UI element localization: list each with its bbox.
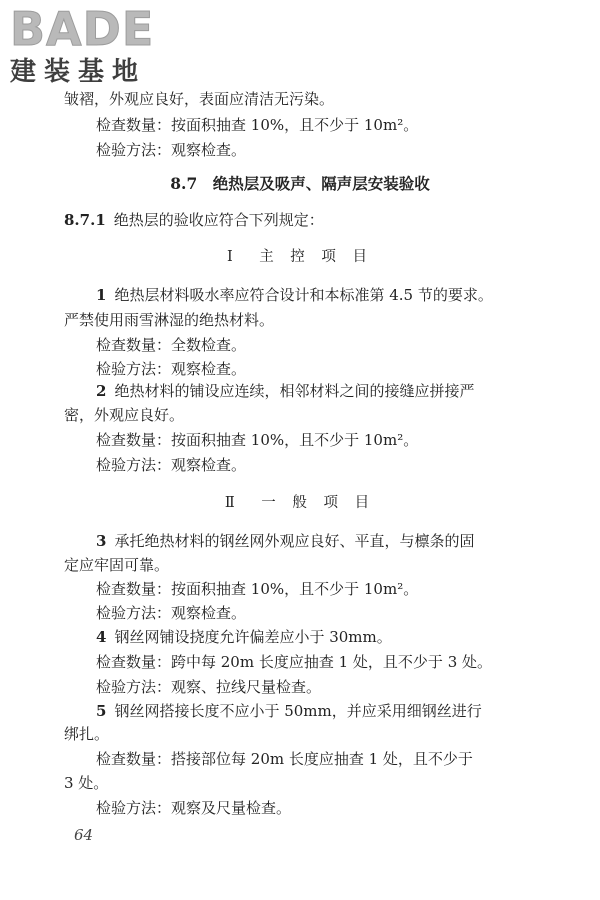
item-number: 5 bbox=[96, 702, 107, 720]
item-line bbox=[96, 285, 556, 305]
item-text: 承托绝热材料的钢丝网外观应良好、平直，与檩条的固 bbox=[114, 532, 475, 550]
text-line: 检查数量：跨中每 20m 长度应抽查 1 处，且不少于 3 处。 bbox=[96, 653, 493, 671]
text-line: 3 处。 bbox=[64, 774, 109, 792]
logo-subtitle: 建装基地 bbox=[10, 57, 147, 87]
logo-brand: BADE bbox=[10, 2, 155, 56]
clause-line bbox=[64, 210, 524, 230]
text-line: 严禁使用雨雪淋湿的绝热材料。 bbox=[64, 311, 275, 329]
logo bbox=[10, 4, 182, 88]
item-line bbox=[96, 701, 556, 721]
text-line: 皱褶，外观应良好，表面应清洁无污染。 bbox=[64, 90, 335, 108]
item-number: 1 bbox=[96, 286, 107, 304]
clause-number: 8.7.1 bbox=[64, 211, 106, 229]
section-heading: 8.7 绝热层及吸声、隔声层安装验收 bbox=[170, 174, 430, 193]
text-line: 检验方法：观察及尺量检查。 bbox=[96, 799, 292, 817]
text-line: 检查数量：搭接部位每 20m 长度应抽查 1 处，且不少于 bbox=[96, 750, 473, 768]
text-line: 检验方法：观察、拉线尺量检查。 bbox=[96, 678, 322, 696]
text-line: 定应牢固可靠。 bbox=[64, 556, 170, 574]
item-text: 钢丝网搭接长度不应小于 50mm，并应采用细钢丝进行 bbox=[114, 702, 482, 720]
item-number: 3 bbox=[96, 532, 107, 550]
text-line: 检验方法：观察检查。 bbox=[96, 604, 247, 622]
text-line: 密，外观应良好。 bbox=[64, 406, 185, 424]
item-line bbox=[96, 381, 556, 401]
item-text: 绝热材料的铺设应连续，相邻材料之间的接缝应拼接严 bbox=[114, 382, 475, 400]
item-text: 钢丝网铺设挠度允许偏差应小于 30mm。 bbox=[114, 628, 392, 646]
text-line: 检查数量：按面积抽查 10%，且不少于 10m²。 bbox=[96, 116, 419, 134]
item-line bbox=[96, 531, 556, 551]
subsection-heading: Ⅱ 一 般 项 目 bbox=[224, 495, 376, 511]
text-line: 绑扎。 bbox=[64, 725, 110, 743]
text-line: 检验方法：观察检查。 bbox=[96, 360, 247, 378]
subsection-heading: Ⅰ 主 控 项 目 bbox=[226, 249, 374, 265]
text-line: 检验方法：观察检查。 bbox=[96, 141, 247, 159]
clause-text: 绝热层的验收应符合下列规定： bbox=[113, 211, 324, 229]
item-line bbox=[96, 627, 556, 647]
item-number: 4 bbox=[96, 628, 107, 646]
text-line: 检验方法：观察检查。 bbox=[96, 456, 247, 474]
text-line: 检查数量：按面积抽查 10%，且不少于 10m²。 bbox=[96, 431, 419, 449]
page-number: 64 bbox=[74, 826, 94, 844]
item-number: 2 bbox=[96, 382, 107, 400]
text-line: 检查数量：全数检查。 bbox=[96, 336, 247, 354]
text-line: 检查数量：按面积抽查 10%，且不少于 10m²。 bbox=[96, 580, 419, 598]
item-text: 绝热层材料吸水率应符合设计和本标准第 4.5 节的要求。 bbox=[114, 286, 493, 304]
